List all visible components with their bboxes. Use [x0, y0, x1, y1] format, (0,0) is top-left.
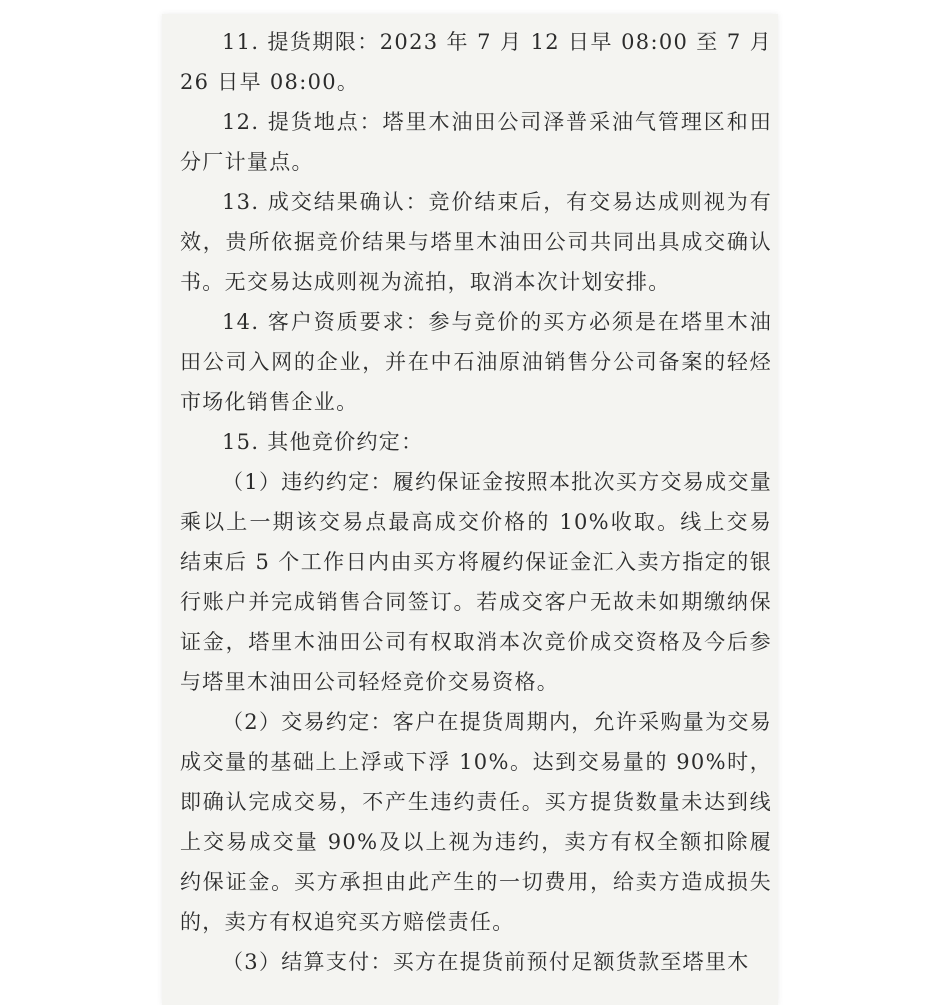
clause-15-2-trade-agreement: （2）交易约定：客户在提货周期内，允许采购量为交易成交量的基础上上浮或下浮 10%。达到交易量的 90%时，即确认完成交易，不产生违约责任。买方提货数量未达到线上交易成交量 90%及以上视为违约，卖方有权全额扣除履约保证金。买方承担由此产生的一切费用，给卖方造成损失的，卖方有权追究买方赔偿责任。: [180, 710, 772, 934]
document-page: [162, 14, 778, 1005]
clause-13-result-confirmation: 13. 成交结果确认：竞价结束后，有交易达成则视为有效，贵所依据竞价结果与塔里木油田公司共同出具成交确认书。无交易达成则视为流拍，取消本次计划安排。: [180, 190, 772, 294]
clause-11-delivery-period: 11. 提货期限：2023 年 7 月 12 日早 08:00 至 7 月 26 日早 08:00。: [180, 30, 772, 94]
clause-14-customer-qualification: 14. 客户资质要求：参与竞价的买方必须是在塔里木油田公司入网的企业，并在中石油原油销售分公司备案的轻烃市场化销售企业。: [180, 310, 772, 414]
clause-15-3-settlement-payment: （3）结算支付：买方在提货前预付足额货款至塔里木: [222, 950, 750, 974]
clause-12-delivery-location: 12. 提货地点：塔里木油田公司泽普采油气管理区和田分厂计量点。: [180, 110, 772, 174]
document-body: [180, 22, 772, 982]
clause-15-other-agreements: 15. 其他竞价约定：: [222, 430, 424, 454]
clause-15-1-breach-agreement: （1）违约约定：履约保证金按照本批次买方交易成交量乘以上一期该交易点最高成交价格的 10%收取。线上交易结束后 5 个工作日内由买方将履约保证金汇入卖方指定的银行账户并完成销售合同签订。若成交客户无故未如期缴纳保证金，塔里木油田公司有权取消本次竞价成交资格及今后参与塔里木油田公司轻烃竞价交易资格。: [180, 470, 772, 694]
